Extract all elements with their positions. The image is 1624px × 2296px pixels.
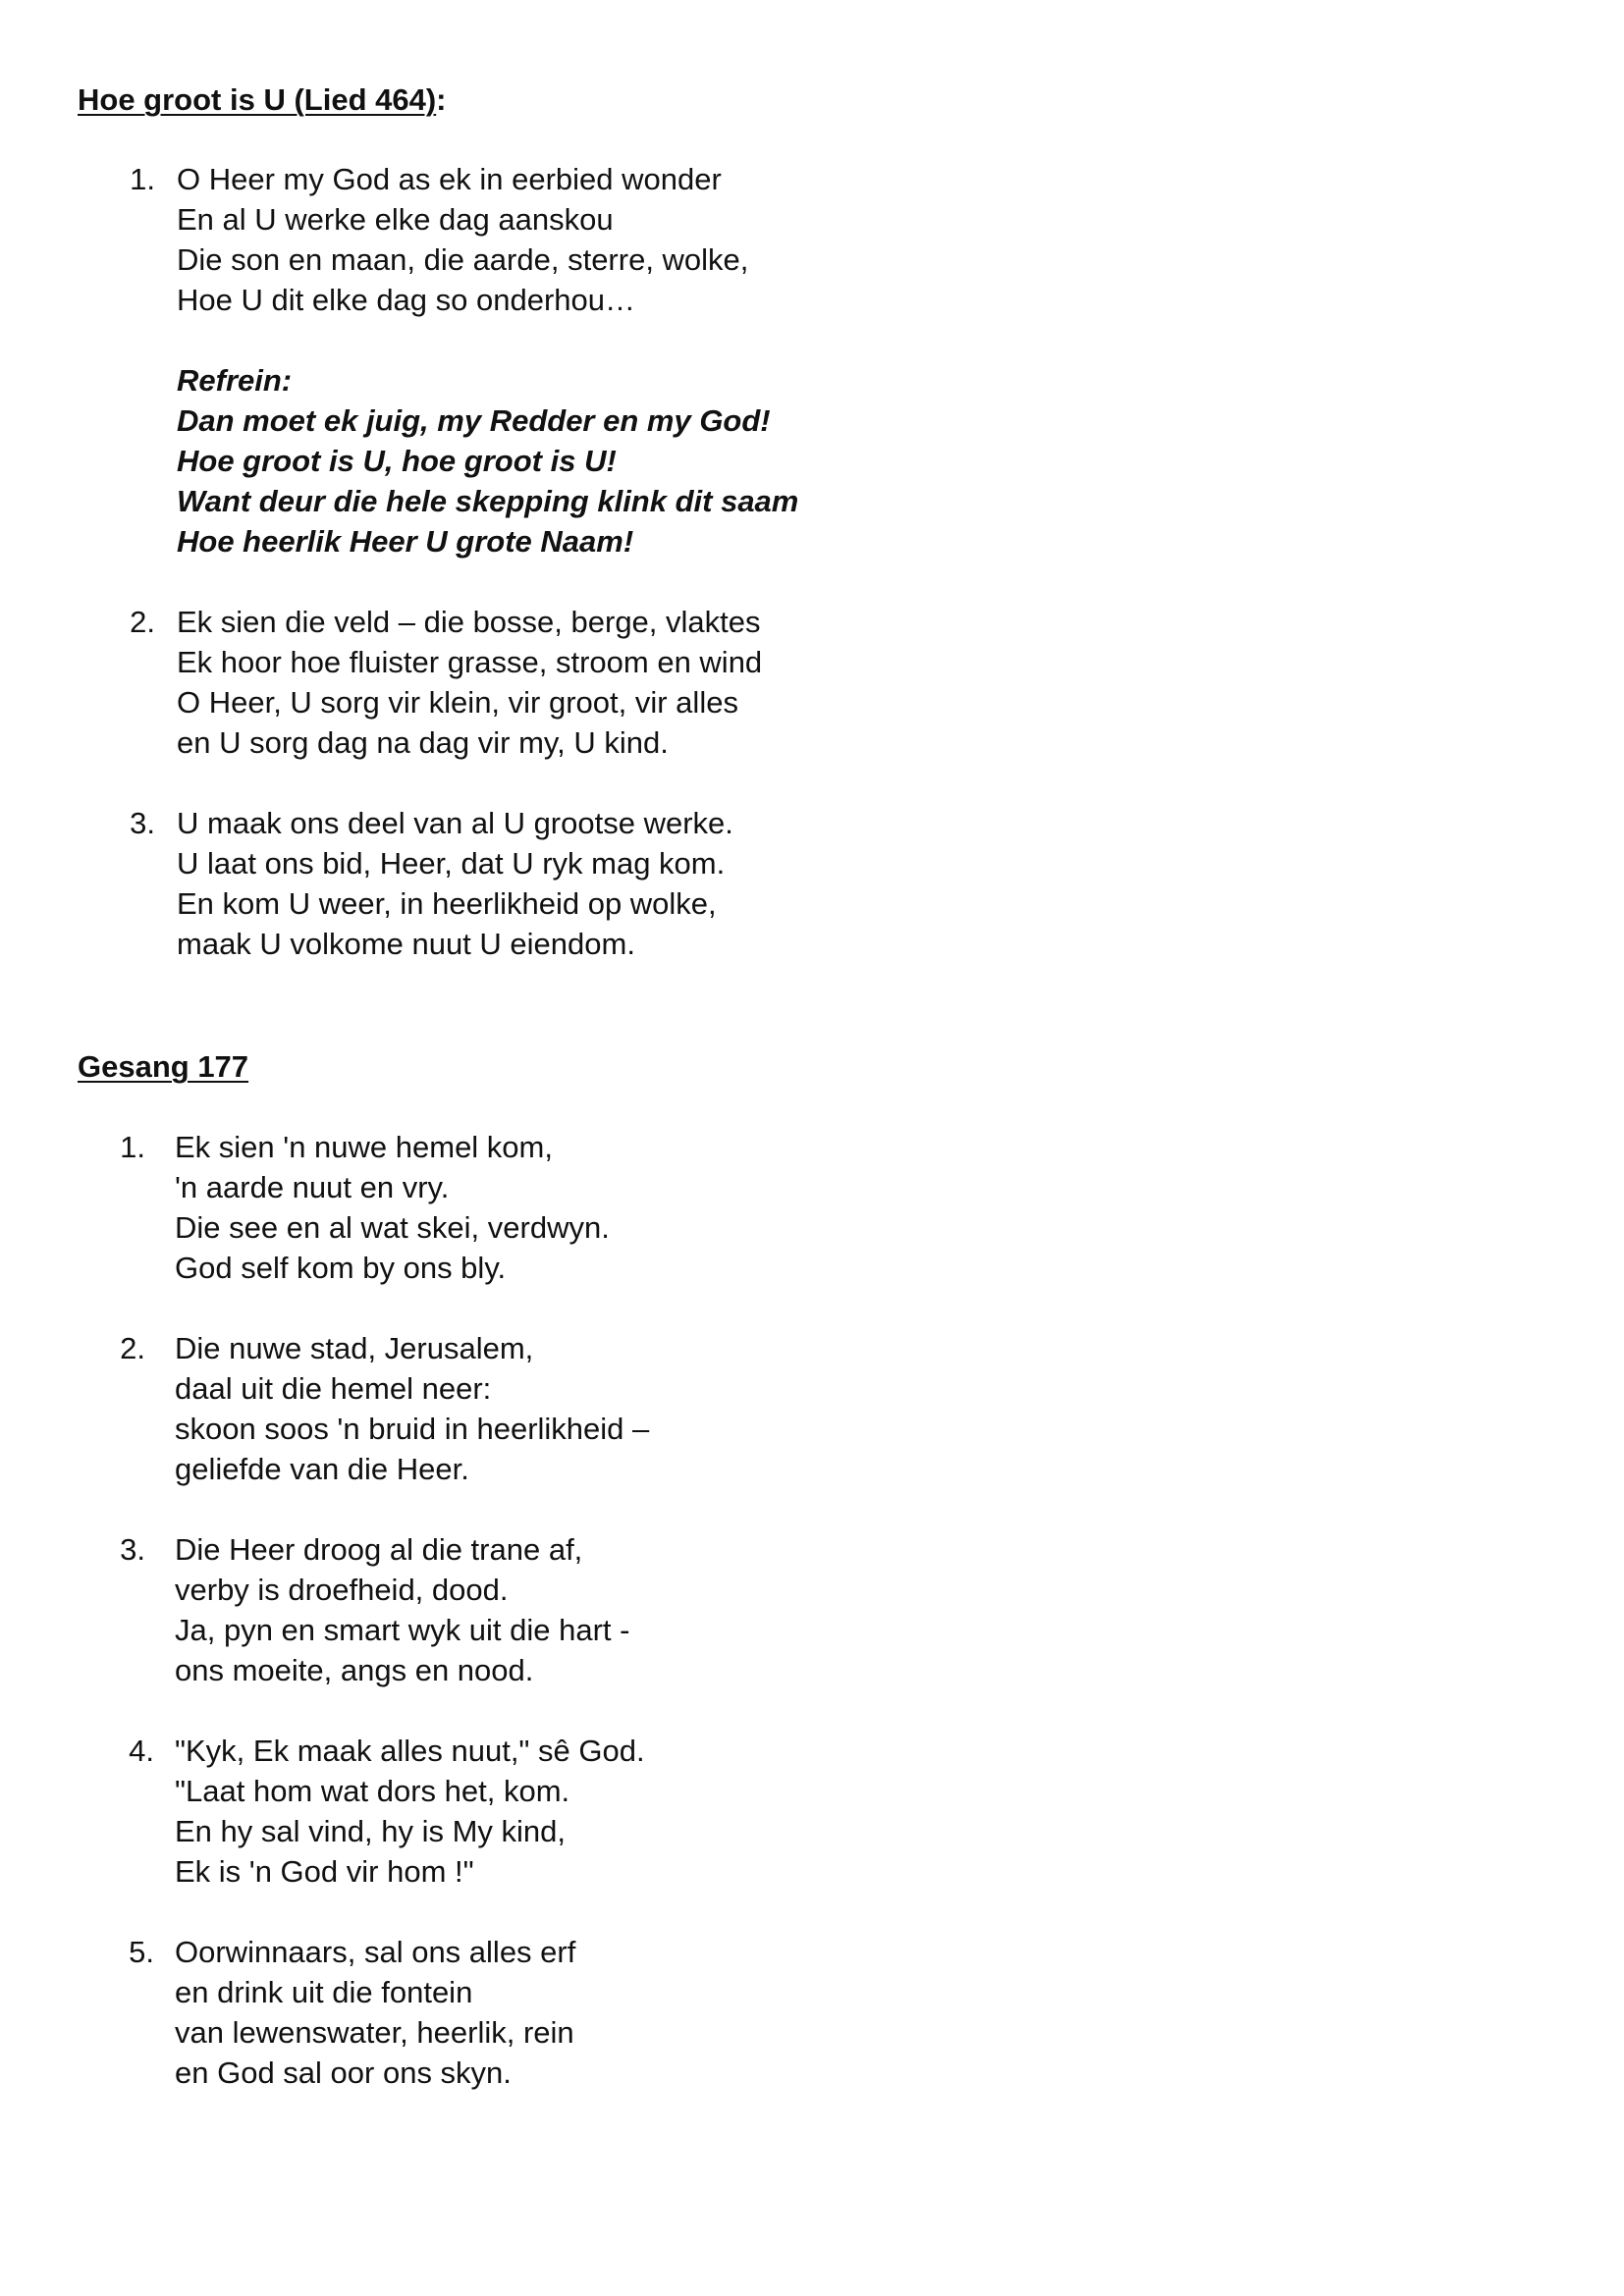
verse-line: verby is droefheid, dood.: [175, 1573, 509, 1607]
verse-line: O Heer, U sorg vir klein, vir groot, vir alles: [177, 685, 738, 720]
verse-line: en drink uit die fontein: [175, 1975, 473, 2009]
verse-line: Ja, pyn en smart wyk uit die hart -: [175, 1613, 630, 1647]
verse-line: "Laat hom wat dors het, kom.: [175, 1774, 570, 1808]
verse-line: daal uit die hemel neer:: [175, 1371, 492, 1406]
verse-line: Hoe U dit elke dag so onderhou…: [177, 283, 636, 317]
verse-line: God self kom by ons bly.: [175, 1251, 507, 1285]
verse-lines: [177, 159, 748, 320]
verse-line: En kom U weer, in heerlikheid op wolke,: [177, 886, 717, 921]
song-title-text: Gesang 177: [78, 1049, 249, 1084]
verse-number: 3.: [120, 1532, 145, 1567]
verse-number: 5.: [129, 1935, 154, 1969]
verse-number: 2.: [130, 605, 155, 639]
verse-lines: [175, 1328, 649, 1489]
verse-line: van lewenswater, heerlik, rein: [175, 2015, 574, 2050]
verse-line: Die son en maan, die aarde, sterre, wolke,: [177, 242, 749, 277]
refrain-line: Want deur die hele skepping klink dit saam: [177, 484, 799, 518]
verse-line: Ek sien die veld – die bosse, berge, vlaktes: [177, 605, 761, 639]
verse-line: Die see en al wat skei, verdwyn.: [175, 1210, 610, 1245]
verse-lines: [175, 1127, 610, 1288]
verse-number: 1.: [130, 162, 155, 196]
song-title-suffix: :: [436, 82, 447, 117]
verse-line: U laat ons bid, Heer, dat U ryk mag kom.: [177, 846, 726, 881]
verse-lines: [177, 803, 733, 964]
song-title-text: Hoe groot is U (Lied 464): [78, 82, 437, 117]
verse-line: Ek is 'n God vir hom !": [175, 1854, 474, 1889]
verse-line: skoon soos 'n bruid in heerlikheid –: [175, 1412, 650, 1446]
verse-line: geliefde van die Heer.: [175, 1452, 469, 1486]
verse-lines: [175, 1529, 629, 1690]
verse-line: Ek hoor hoe fluister grasse, stroom en wind: [177, 645, 763, 679]
verse-line: maak U volkome nuut U eiendom.: [177, 927, 635, 961]
verse-number: 2.: [120, 1331, 145, 1365]
verse-line: 'n aarde nuut en vry.: [175, 1170, 450, 1204]
verse-line: En hy sal vind, hy is My kind,: [175, 1814, 566, 1848]
refrain-label: Refrein:: [177, 363, 293, 398]
song-title: [78, 80, 447, 120]
refrain-line: Dan moet ek juig, my Redder en my God!: [177, 403, 771, 438]
verse-line: O Heer my God as ek in eerbied wonder: [177, 162, 722, 196]
verse-line: ons moeite, angs en nood.: [175, 1653, 534, 1687]
verse-line: En al U werke elke dag aanskou: [177, 202, 614, 237]
verse-lines: [177, 602, 762, 763]
verse-number: 1.: [120, 1130, 145, 1164]
verse-line: U maak ons deel van al U grootse werke.: [177, 806, 733, 840]
verse-line: en U sorg dag na dag vir my, U kind.: [177, 725, 669, 760]
verse-line: en God sal oor ons skyn.: [175, 2056, 512, 2090]
verse-line: "Kyk, Ek maak alles nuut," sê God.: [175, 1734, 645, 1768]
refrain-line: Hoe groot is U, hoe groot is U!: [177, 444, 617, 478]
verse-line: Die Heer droog al die trane af,: [175, 1532, 583, 1567]
verse-line: Ek sien 'n nuwe hemel kom,: [175, 1130, 553, 1164]
verse-lines: [175, 1731, 645, 1892]
refrain-line: Hoe heerlik Heer U grote Naam!: [177, 524, 634, 559]
verse-line: Oorwinnaars, sal ons alles erf: [175, 1935, 576, 1969]
verse-number: 3.: [130, 806, 155, 840]
refrain-lines: [177, 360, 798, 561]
song-title: [78, 1047, 248, 1087]
verse-lines: [175, 1932, 575, 2093]
verse-line: Die nuwe stad, Jerusalem,: [175, 1331, 534, 1365]
verse-number: 4.: [129, 1734, 154, 1768]
